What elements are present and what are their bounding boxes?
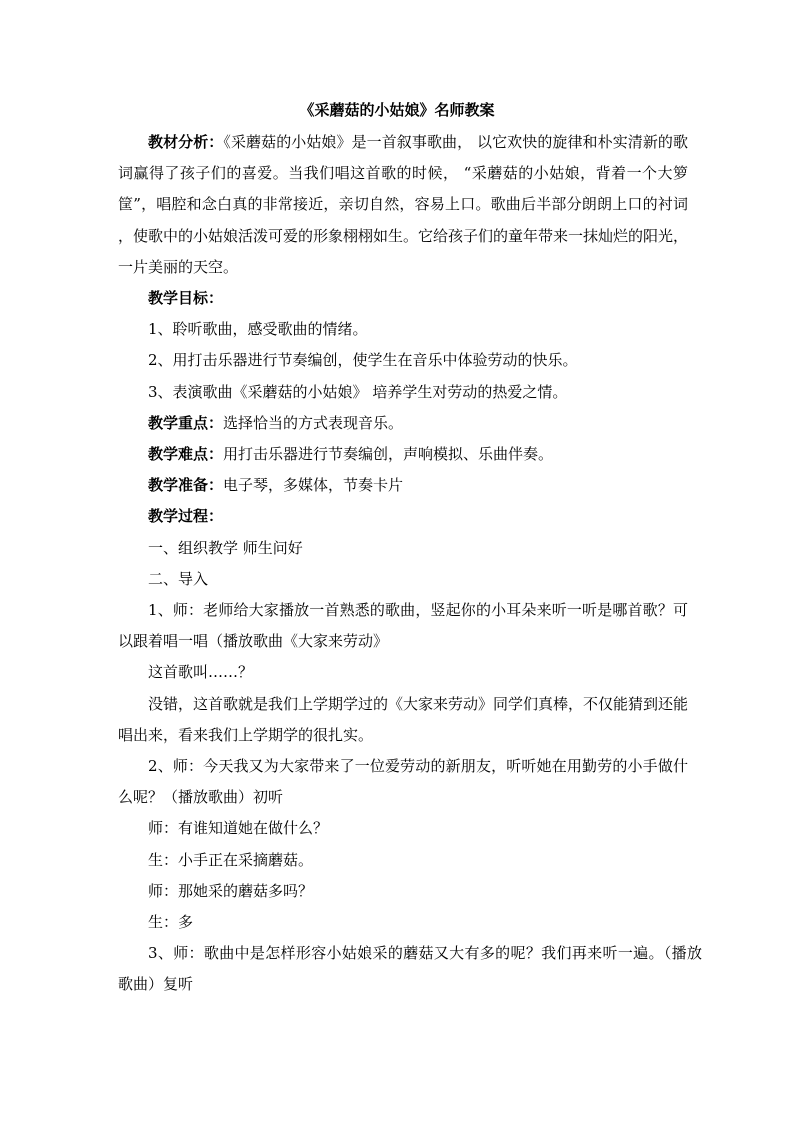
process-label: 教学过程： [148, 507, 224, 526]
process-line: 二、导入 [148, 569, 209, 588]
focus-label: 教学重点： [148, 413, 224, 432]
analysis-paragraph [118, 127, 688, 283]
goal-item: 2、用打击乐器进行节奏编创，使学生在音乐中体验劳动的快乐。 [148, 351, 578, 370]
difficulty-text: 用打击乐器进行节奏编创，声响模拟、乐曲伴奏。 [223, 445, 554, 464]
goals-label: 教学目标： [148, 289, 224, 308]
focus-paragraph [118, 408, 688, 439]
process-line: 1、师：老师给大家播放一首熟悉的歌曲，竖起你的小耳朵来听一听是哪首歌？可以跟着唱一唱（播放歌曲《大家来劳动》 [118, 601, 688, 651]
focus-text: 选择恰当的方式表现音乐。 [223, 413, 404, 432]
difficulty-paragraph [118, 439, 688, 470]
process-line: 没错，这首歌就是我们上学期学过的《大家来劳动》同学们真棒，不仅能猜到还能唱出来，看来我们上学期学的很扎实。 [118, 694, 689, 744]
document-title: 《采蘑菇的小姑娘》名师教案 [299, 101, 495, 119]
preparation-label: 教学准备： [148, 476, 224, 495]
process-line: 师：有谁知道她在做什么？ [148, 819, 329, 838]
preparation-paragraph [118, 470, 688, 501]
process-heading [118, 501, 688, 532]
process-line: 3、师：歌曲中是怎样形容小姑娘采的蘑菇又大有多的呢？我们再来听一遍。（播放歌曲）复听 [118, 944, 702, 994]
goal-item: 3、表演歌曲《采蘑菇的小姑娘》 培养学生对劳动的热爱之情。 [148, 382, 568, 401]
process-line: 2、师：今天我又为大家带来了一位爱劳动的新朋友，听听她在用勤劳的小手做什么呢？（播放歌曲）初听 [118, 757, 688, 807]
process-line: 这首歌叫……？ [148, 663, 254, 682]
process-line: 一、组织教学 师生问好 [148, 538, 303, 557]
document-body [118, 127, 702, 1001]
process-line: 师：那她采的蘑菇多吗？ [148, 881, 314, 900]
process-line: 生：多 [148, 913, 194, 932]
preparation-text: 电子琴，多媒体，节奏卡片 [223, 476, 404, 495]
analysis-text: 《采蘑菇的小姑娘》是一首叙事歌曲， 以它欢快的旋律和朴实清新的歌词赢得了孩子们的喜爱。当我们唱这首歌的时候， “采蘑菇的小姑娘，背着一个大箩筐”，唱腔和念白真的非常接近，亲切自然，容易上口。歌曲后半部分朗朗上口的衬词 ，使歌中的小姑娘活泼可爱的形象栩栩如生。它给孩子们的童年带来一抹灿烂的阳光，一片美丽的天空。 [118, 133, 689, 276]
goal-item: 1、聆听歌曲，感受歌曲的情绪。 [148, 320, 368, 339]
difficulty-label: 教学难点： [148, 445, 224, 464]
goals-heading [118, 283, 688, 314]
analysis-label: 教材分析： [148, 133, 224, 151]
process-line: 生：小手正在采摘蘑菇。 [148, 850, 314, 869]
